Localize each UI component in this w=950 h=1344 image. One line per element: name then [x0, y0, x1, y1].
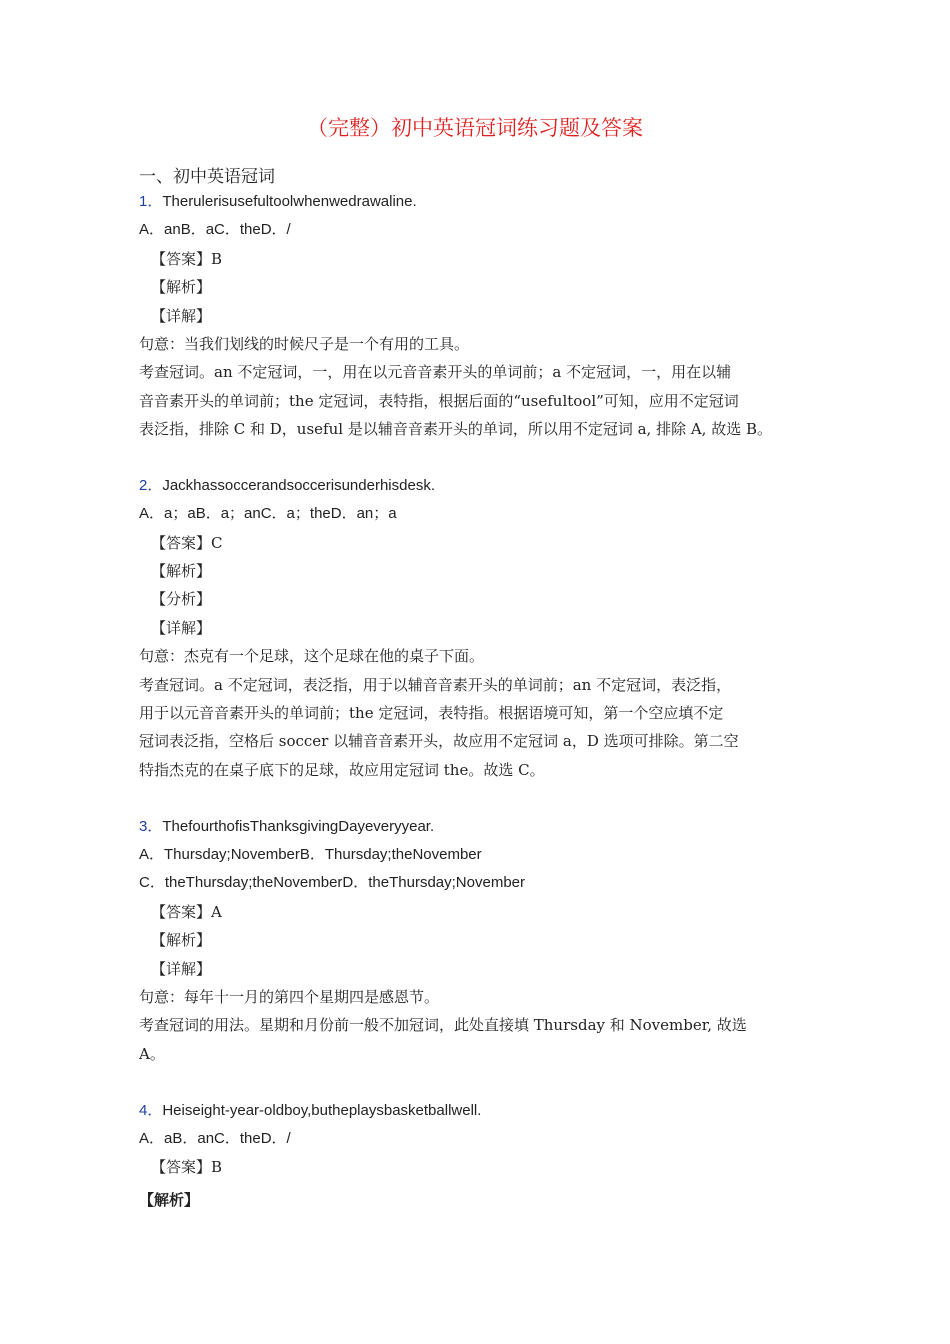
- question-3: [139, 813, 819, 1097]
- answer-label: 【答案】B: [151, 1158, 223, 1177]
- fenxi-label: 【分析】: [151, 590, 212, 609]
- question-text: Therulerisusefultoolwhenwedrawaline.: [162, 193, 417, 210]
- question-number: 1．: [139, 193, 163, 210]
- question-number: 4．: [139, 1101, 163, 1119]
- question-list: [139, 188, 819, 1214]
- question-options: A．a；aB．a；anC．a；theD．an；a: [139, 505, 397, 523]
- question-stem: [139, 188, 819, 216]
- question-stem: [139, 813, 819, 841]
- question-number: 2．: [139, 476, 163, 494]
- detail-label: 【详解】: [151, 618, 212, 637]
- question-stem: [139, 472, 819, 500]
- question-options: A．anB．aC．theD．/: [139, 221, 291, 239]
- question-options: A．Thursday;NovemberB．Thursday;theNovember: [139, 845, 482, 863]
- question-stem: [139, 1097, 819, 1125]
- detail-label: 【详解】: [151, 306, 212, 325]
- explain-line: 冠词表泛指，空格后 soccer 以辅音音素开头，故应用不定冠词 a，D 选项可排除。第二空: [139, 732, 739, 751]
- explain-line: 表泛指，排除 C 和 D，useful 是以辅音音素开头的单词，所以用不定冠词 a, 排除 A, 故选 B。: [139, 420, 772, 439]
- question-text: ThefourthofisThanksgivingDayeveryyear.: [162, 817, 435, 835]
- answer-label: 【答案】B: [151, 249, 223, 268]
- analysis-label: 【解析】: [139, 1190, 200, 1209]
- document-title: （完整）初中英语冠词练习题及答案: [307, 116, 643, 140]
- explain-line: A。: [139, 1044, 165, 1063]
- explain-line: 特指杰克的在桌子底下的足球，故应用定冠词 the。故选 C。: [139, 760, 545, 779]
- explain-line: 句意：杰克有一个足球，这个足球在他的桌子下面。: [139, 647, 485, 666]
- section-heading: 一、初中英语冠词: [139, 167, 275, 187]
- question-2: [139, 472, 819, 813]
- question-text: Jackhassoccerandsoccerisunderhisdesk.: [162, 476, 435, 494]
- explain-line: 句意：当我们划线的时候尺子是一个有用的工具。: [139, 334, 470, 353]
- question-4: [139, 1097, 819, 1215]
- explain-line: 音音素开头的单词前；the 定冠词，表特指，根据后面的“usefultool”可知，应用不定冠词: [139, 391, 739, 410]
- explain-line: 考查冠词。an 不定冠词，一，用在以元音音素开头的单词前；a 不定冠词，一，用在以辅: [139, 363, 732, 382]
- analysis-label: 【解析】: [151, 931, 212, 950]
- question-options: A．aB．anC．theD．/: [139, 1129, 291, 1147]
- explain-line: 句意：每年十一月的第四个星期四是感恩节。: [139, 987, 440, 1006]
- question-options: C．theThursday;theNovemberD．theThursday;November: [139, 874, 525, 892]
- explain-line: 用于以元音音素开头的单词前；the 定冠词，表特指。根据语境可知，第一个空应填不定: [139, 704, 724, 723]
- question-text: Heiseight-year-oldboy,butheplaysbasketballwell.: [162, 1101, 482, 1119]
- analysis-label: 【解析】: [151, 278, 212, 297]
- question-1: [139, 188, 819, 472]
- explain-line: 考查冠词。a 不定冠词，表泛指，用于以辅音音素开头的单词前；an 不定冠词，表泛指，: [139, 675, 732, 694]
- analysis-label: 【解析】: [151, 562, 212, 581]
- question-number: 3．: [139, 817, 163, 835]
- explain-line: 考查冠词的用法。星期和月份前一般不加冠词，此处直接填 Thursday 和 November, 故选: [139, 1016, 747, 1035]
- answer-label: 【答案】A: [151, 902, 222, 921]
- detail-label: 【详解】: [151, 959, 212, 978]
- answer-label: 【答案】C: [151, 533, 223, 552]
